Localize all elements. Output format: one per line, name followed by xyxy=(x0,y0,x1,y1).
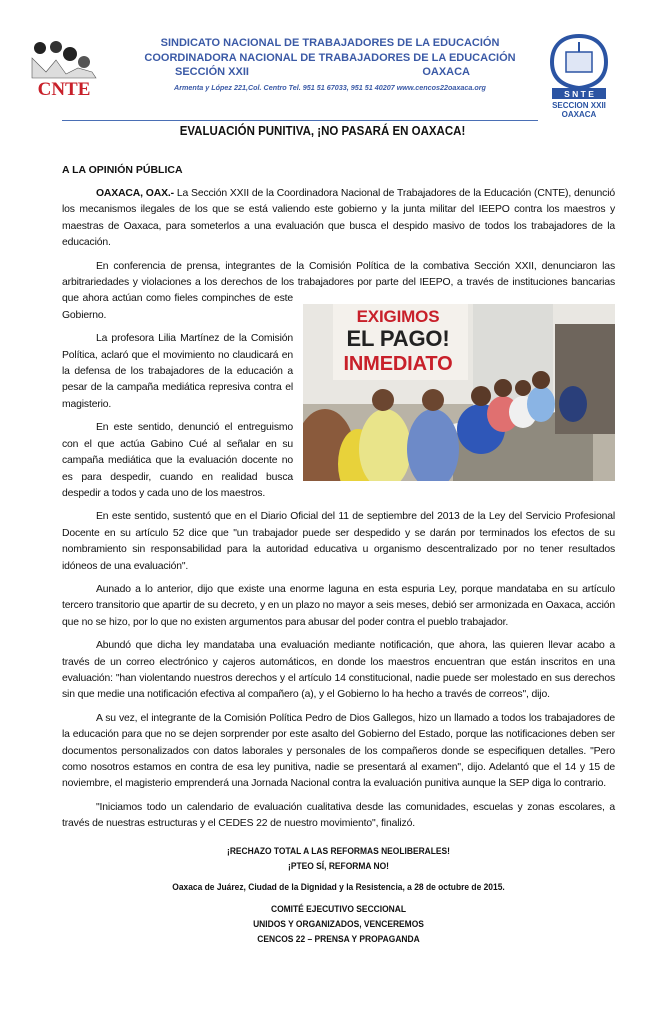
svg-text:CNTE: CNTE xyxy=(37,79,91,98)
dateline: OAXACA, OAX.- xyxy=(96,188,174,199)
snte-logo xyxy=(544,34,614,118)
header-divider xyxy=(62,120,538,121)
signature-line: COMITÉ EJECUTIVO SECCIONAL xyxy=(270,902,406,914)
section-name: SECCIÓN XXII xyxy=(175,66,249,78)
letterhead xyxy=(130,36,530,95)
state-name: OAXACA xyxy=(422,66,470,78)
paragraph: En este sentido, denunció el entreguismo con el que actúa Gabino Cué al señalar en su campaña mediática que la evaluación docente no es para despedir, cuando en realidad busca despedir a todos y cada uno de los maestros. xyxy=(62,422,293,499)
salutation: A LA OPINIÓN PÚBLICA xyxy=(62,164,183,176)
svg-text:EXIGIMOS: EXIGIMOS xyxy=(356,307,440,327)
paragraph: Abundó que dicha ley mandataba una evaluación mediante notificación, que ahora, las quieren llevar acabo a través de un correo electrónico y cajeros automáticos, en donde los maestros encuentran que están inscritos en una evaluación: "han violentando nuestros derechos y el artículo 14 constitucional, nadie puede ser molestado en sus derechos sin que medie una notificación efectiva al compañero (a), y el Gobierno lo ha hecho a través de correos", dijo. xyxy=(62,640,615,701)
cnte-logo xyxy=(26,38,102,98)
closing-block xyxy=(62,843,615,946)
coordinating-body-name: COORDINADORA NACIONAL DE TRABAJADORES DE LA EDUCACIÓN xyxy=(144,51,516,64)
slogan: ¡PTEO SÍ, REFORMA NO! xyxy=(288,859,389,871)
svg-text:OAXACA: OAXACA xyxy=(561,110,597,118)
paragraph-text: La Sección XXII de la Coordinadora Nacional de Trabajadores de la Educación (CNTE), denunció los mecanismos ilegales de los que se está valiendo este gobierno y la junta militar del IEEPO contra los maestros y maestras de Oaxaca, para someterlos a una evaluación que busca el despido masivo de todos los trabajadores de la educación. xyxy=(62,188,615,249)
svg-text:EL PAGO!: EL PAGO! xyxy=(346,326,450,352)
press-conference-photo xyxy=(303,304,615,481)
document-body xyxy=(62,186,615,946)
paragraph xyxy=(62,186,615,252)
svg-text:SECCION XXII: SECCION XXII xyxy=(552,101,606,110)
paragraph: En este sentido, sustentó que en el Diario Oficial del 11 de septiembre del 2013 de la Ley del Servicio Profesional Docente en su artículo 52 dice que "un trabajador puede ser despedido y se darán por terminados los efectos de su nombramiento sin responsabilidad para la autoridad educativa u organismo descentralizado por no tener resultados idóneos de una evaluación". xyxy=(62,511,615,572)
paragraph: La profesora Lilia Martínez de la Comisión Política, aclaró que el movimiento no claudicará en la defensa de los trabajadores de la educación a pesar de la campaña mediática represiva contra el magisterio. xyxy=(62,333,293,410)
address-line: Armenta y López 221,Col. Centro Tel. 951 51 67033, 951 51 40207 www.cencos22oaxaca.org xyxy=(174,82,486,92)
svg-text:S N T E: S N T E xyxy=(564,89,594,99)
paragraph-continued: que ahora actúan como fieles compinches de este Gobierno. xyxy=(62,293,293,321)
paragraph: En conferencia de prensa, integrantes de la Comisión Política de la combativa Sección XXII, denunciaron las arbitrariedades y violaciones a los derechos de los trabajadores por parte del IEEPO, a través de instituciones bancarias xyxy=(62,260,615,289)
document-title: EVALUACIÓN PUNITIVA, ¡NO PASARÁ EN OAXACA! xyxy=(179,124,466,138)
paragraph: "Iniciamos todo un calendario de evaluación cualitativa desde las comunidades, escuelas y zonas escolares, a través de nuestras estructuras y el CEDES 22 de nuestro movimiento", finalizó. xyxy=(62,801,615,830)
signature-line: CENCOS 22 – PRENSA Y PROPAGANDA xyxy=(257,932,420,944)
paragraph: A su vez, el integrante de la Comisión Política Pedro de Dios Gallegos, hizo un llamado a todos los trabajadores de la educación para que no se dejen sorprender por este asalto del Gobierno del Estado, porque las notificaciones deben ser documentos personalizados con datos laborales y personales de los compañeros donde se especifiquen detalles. "Pero como nosotros estamos en contra de esa ley punitiva, nadie se presentará al examen", dijo. Adelantó que el 14 y 15 de noviembre, el magisterio emprenderá una Jornada Nacional contra la evaluación punitiva aunque la SEP diga lo contrario. xyxy=(62,712,615,790)
signature-line: UNIDOS Y ORGANIZADOS, VENCEREMOS xyxy=(253,917,424,929)
union-name: SINDICATO NACIONAL DE TRABAJADORES DE LA EDUCACIÓN xyxy=(160,37,500,49)
svg-text:INMEDIATO: INMEDIATO xyxy=(343,353,453,376)
paragraph: Aunado a lo anterior, dijo que existe una enorme laguna en esta espuria Ley, porque mandataba en su artículo tercero transitorio que apartir de su decreto, y en un plazo no mayor a seis meses, debió ser armonizada en Oaxaca, acción que no se hizo, por lo que no existen argumentos para abusar del poder contra el pueblo trabajador. xyxy=(62,583,615,628)
slogan: ¡RECHAZO TOTAL A LAS REFORMAS NEOLIBERALES! xyxy=(227,844,450,856)
place-date: Oaxaca de Juárez, Ciudad de la Dignidad y la Resistencia, a 28 de octubre de 2015. xyxy=(172,880,505,892)
